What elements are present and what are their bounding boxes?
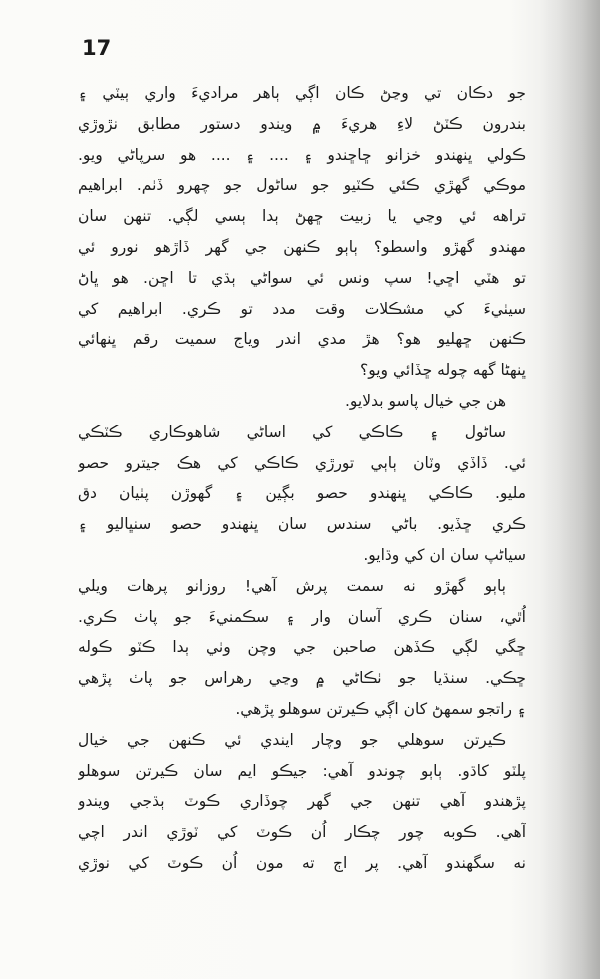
text-line: ڪري ڇڏيو. باڻي سندس سان ڀنهندو حصو سنڀاليو ۽ — [78, 515, 526, 534]
text-line: ئي. ڏاڏي وٽان ٻاٻي تورڙي ڪاڪي کي هڪ جيترو حصو — [78, 453, 526, 472]
text-line: ڇگي لڳي ڪڏهن صاحبن جي وچن وٺي ٻدا ڪٽو ڪوله — [78, 638, 526, 657]
text-line: تراهه ئي وڃي يا زبيت ڇهڻ ٻدا ٻسي لڳي. تنهن سان — [78, 207, 526, 226]
text-line: سيٺيءَ کي مشڪلات وقت مدد تو ڪري. ابراهيم کي — [78, 299, 526, 318]
text-line: ساڻول ۽ ڪاڪي کي اساڻي شاهوڪاري ڪٽڪي — [78, 422, 506, 441]
page-edge-shadow — [540, 0, 600, 979]
body-text — [78, 78, 526, 879]
text-line: مهندو گهڙو واسطو؟ ٻاٻو ڪنهن جي گهر ڏاڙهو نورو ئي — [78, 237, 526, 256]
text-line: آهي. ڪوبه چور چڪار اُن ڪوٽ کي ٽوڙي اندر اچي — [78, 823, 526, 842]
text-line: ٻاٻو گهڙو نه سمت پرش آهي! روزانو پرهات ويلي — [78, 576, 506, 595]
text-line: ۽ راتجو سمهڻ کان اڳي ڪيرتن سوهلو پڙهي. — [235, 699, 526, 718]
text-line: ڀنهڻا گهه چوله ڇڏائي ويو؟ — [360, 361, 526, 380]
text-line: اُٿي، سنان ڪري آسان وار ۽ سڪمنيءَ جو پاٺ ڪري. — [78, 607, 526, 626]
text-line: مليو. ڪاڪي ڀنهندو حصو بڳين ۽ گهوڙن پٺيان دق — [78, 484, 526, 503]
text-line: ڇڪي. سنڌيا جو ٺڪاڻي ۾ وڃي رهراس جو پاٺ پڙهي — [78, 669, 526, 688]
text-line: سياڻپ سان ان کي وڌايو. — [363, 545, 526, 564]
text-line: تو هٽي اڇي! سپ ونس ئي سواڻي ٻڌي تا اڇن. هو ڀاڻ — [78, 268, 526, 287]
text-line: ڪولي ڀنهندو خزانو ڇاڇندو ۽ .... ۽ .... هو سرپاڻي ويو. — [78, 145, 526, 164]
text-line: بندرون ڪٽڻ لاءِ هريءَ ۾ ويندو دستور مطابق نڙوڙي — [78, 114, 526, 133]
text-line: نه سگهندو آهي. پر اڄ ته مون اُن ڪوٽ کي نوڙي — [78, 853, 526, 872]
text-line: پلٽو کاڌو. ٻاٻو چوندو آهي: جيڪو ايم سان ڪيرتن سوهلو — [78, 761, 526, 780]
text-line: ڪيرتن سوهلي جو وچار ايندي ئي ڪنهن جي خيال — [78, 730, 506, 749]
text-line: پڙهندو آهي تنهن جي گهر چوڏاري ڪوٽ ٻڌجي ويندو — [78, 792, 526, 811]
text-line: جو دڪان تي وڃڻ ڪان اڳي ٻاهر مراديءَ واري ٻيٽي ۽ — [78, 84, 526, 102]
text-line: ڪنهن ڇهليو هو؟ هڙ مدي اندر وياج سميت رقم ڀنهائي — [78, 330, 526, 349]
page-number: 17 — [82, 36, 112, 60]
text-line: هن جي خيال پاسو بدلايو. — [345, 391, 506, 410]
text-line: موڪي گهڙي ڪئي ڪٽيو جو ساڻول جو چهرو ڏٺم. ابراهيم — [78, 176, 526, 195]
